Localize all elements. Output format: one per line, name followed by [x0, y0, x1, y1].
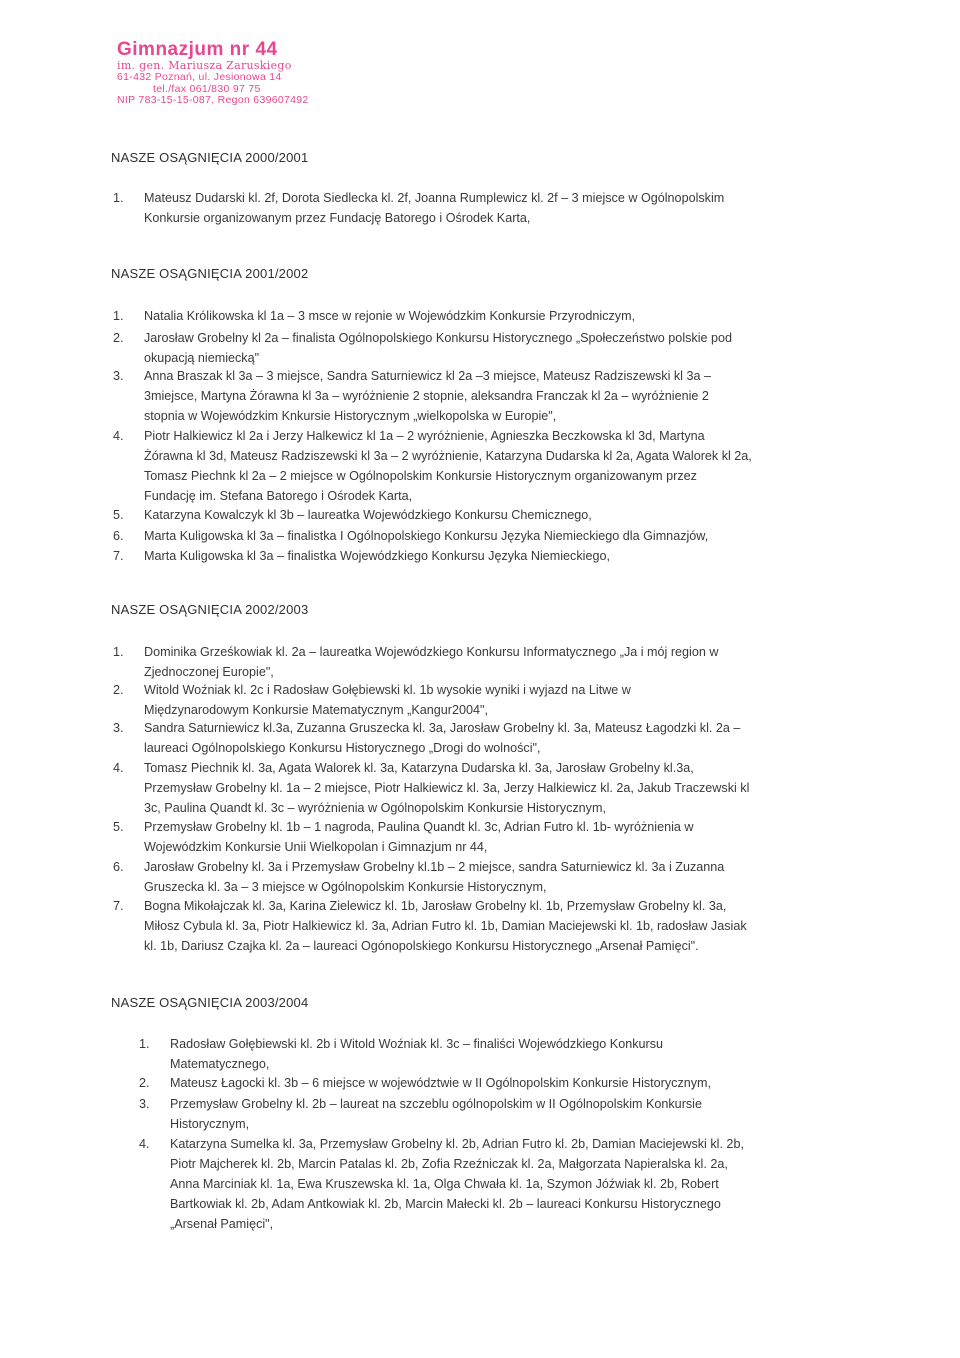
item-line: Zjednoczonej Europie", — [144, 665, 274, 679]
item-line: Historycznym, — [170, 1117, 250, 1131]
item-line: Jarosław Grobelny kl. 3a i Przemysław Grobelny kl.1b – 2 miejsce, sandra Saturniewicz kl. 3a i Zuzanna — [144, 860, 725, 874]
item-line: Sandra Saturniewicz kl.3a, Zuzanna Gruszecka kl. 3a, Jarosław Grobelny kl. 3a, Mateusz Łagodzki kl. 2a – — [144, 721, 741, 735]
item-line: Wojewódzkim Konkursie Unii Wielkopolan i Gimnazjum nr 44, — [144, 840, 488, 854]
item-number: 2. — [139, 1076, 150, 1090]
item-number: 7. — [113, 549, 124, 563]
section-heading-2003-2004: NASZE OSĄGNIĘCIA 2003/2004 — [111, 995, 309, 1010]
school-name: Gimnazjum nr 44 — [117, 39, 278, 60]
item-line: 3miejsce, Martyna Żórawna kl 3a – wyróżnienie 2 stopnie, aleksandra Franczak kl 2a – wyróżnienie 2 — [144, 389, 709, 403]
item-number: 2. — [113, 683, 124, 697]
item-number: 4. — [113, 761, 124, 775]
item-line: Matematycznego, — [170, 1057, 270, 1071]
section-heading-2001-2002: NASZE OSĄGNIĘCIA 2001/2002 — [111, 266, 309, 281]
item-number: 4. — [139, 1137, 150, 1151]
item-line: Bogna Mikołajczak kl. 3a, Karina Zielewicz kl. 1b, Jarosław Grobelny kl. 1b, Przemysław Grobelny kl. 3a, — [144, 899, 727, 913]
item-line: Dominika Grześkowiak kl. 2a – laureatka Wojewódzkiego Konkursu Informatycznego „Ja i mój region w — [144, 645, 719, 659]
item-line: Marta Kuligowska kl 3a – finalistka Wojewódzkiego Konkursu Języka Niemieckiego, — [144, 549, 610, 563]
item-line: Anna Braszak kl 3a – 3 miejsce, Sandra Saturniewicz kl 2a –3 miejsce, Mateusz Radziszewski kl 3a – — [144, 369, 711, 383]
item-line: 3c, Paulina Quandt kl. 3c – wyróżnienia w Ogólnopolskim Konkursie Historycznym, — [144, 801, 606, 815]
item-line: Tomasz Piechnik kl. 3a, Agata Walorek kl. 3a, Katarzyna Dudarska kl. 3a, Jarosław Grobelny kl.3a, — [144, 761, 694, 775]
item-line: Katarzyna Sumelka kl. 3a, Przemysław Grobelny kl. 2b, Adrian Futro kl. 2b, Damian Maciejewski kl. 2b, — [170, 1137, 744, 1151]
item-line: Tomasz Piechnk kl 2a – 2 miejsce w Ogólnopolskim Konkursie Historycznym organizowanym przez — [144, 469, 697, 483]
section-heading-2002-2003: NASZE OSĄGNIĘCIA 2002/2003 — [111, 602, 309, 617]
item-line: Anna Marciniak kl. 1a, Ewa Kruszewska kl. 1a, Olga Chwała kl. 1a, Szymon Jóźwiak kl. 2b, Robert — [170, 1177, 719, 1191]
item-line: Piotr Halkiewicz kl 2a i Jerzy Halkewicz kl 1a – 2 wyróżnienie, Agnieszka Beczkowska kl 3d, Martyna — [144, 429, 705, 443]
item-line: Mateusz Dudarski kl. 2f, Dorota Siedlecka kl. 2f, Joanna Rumplewicz kl. 2f – 3 miejsce w Ogólnopolskim — [144, 191, 725, 205]
item-line: Radosław Gołębiewski kl. 2b i Witold Woźniak kl. 3c – finaliści Wojewódzkiego Konkursu — [170, 1037, 664, 1051]
item-number: 6. — [113, 860, 124, 874]
item-line: Piotr Majcherek kl. 2b, Marcin Patalas kl. 2b, Zofia Rzeźniczak kl. 2a, Małgorzata Napieralska kl. 2a, — [170, 1157, 728, 1171]
item-line: Przemysław Grobelny kl. 1b – 1 nagroda, Paulina Quandt kl. 3c, Adrian Futro kl. 1b- wyróżnienia w — [144, 820, 694, 834]
item-line: Miłosz Cybula kl. 3a, Piotr Halkiewicz kl. 3a, Adrian Futro kl. 1b, Damian Maciejewski kl. 1b, radosław Jasiak — [144, 919, 747, 933]
school-registry: NIP 783-15-15-087, Regon 639607492 — [117, 94, 309, 106]
item-line: Natalia Królikowska kl 1a – 3 msce w rejonie w Wojewódzkim Konkursie Przyrodniczym, — [144, 309, 636, 323]
item-line: kl. 1b, Dariusz Czajka kl. 2a – laureaci Ogónopolskiego Konkursu Historycznego „Arsenał Pamięci". — [144, 939, 699, 953]
item-line: Jarosław Grobelny kl 2a – finalista Ogólnopolskiego Konkursu Historycznego „Społeczeństwo polskie pod — [144, 331, 733, 345]
item-number: 1. — [113, 191, 124, 205]
item-number: 7. — [113, 899, 124, 913]
item-number: 5. — [113, 820, 124, 834]
item-line: Żórawna kl 3d, Mateusz Radziszewski kl 3a – 2 wyróżnienie, Katarzyna Dudarska kl 2a, Agata Walorek kl 2a, — [144, 449, 752, 463]
item-number: 4. — [113, 429, 124, 443]
item-line: Marta Kuligowska kl 3a – finalistka I Ogólnopolskiego Konkursu Języka Niemieckiego dla Gimnazjów, — [144, 529, 709, 543]
item-number: 3. — [139, 1097, 150, 1111]
item-line: „Arsenał Pamięci", — [170, 1217, 274, 1231]
section-heading-2000-2001: NASZE OSĄGNIĘCIA 2000/2001 — [111, 150, 309, 165]
item-line: stopnia w Wojewódzkim Knkursie Historycznym „wielkopolska w Europie", — [144, 409, 557, 423]
item-number: 1. — [139, 1037, 150, 1051]
item-line: Bartkowiak kl. 2b, Adam Antkowiak kl. 2b, Marcin Małecki kl. 2b – laureaci Konkursu Historycznego — [170, 1197, 721, 1211]
item-line: Mateusz Łagocki kl. 3b – 6 miejsce w województwie w II Ogólnopolskim Konkursie Historycznym, — [170, 1076, 712, 1090]
item-number: 3. — [113, 369, 124, 383]
letterhead — [117, 40, 309, 106]
item-line: Międzynarodowym Konkursie Matematycznym „Kangur2004", — [144, 703, 488, 717]
item-line: Gruszecka kl. 3a – 3 miejsce w Ogólnopolskim Konkursie Historycznym, — [144, 880, 547, 894]
item-line: Przemysław Grobelny kl. 2b – laureat na szczeblu ogólnopolskim w II Ogólnopolskim Konkursie — [170, 1097, 702, 1111]
item-number: 3. — [113, 721, 124, 735]
item-number: 1. — [113, 309, 124, 323]
item-line: Katarzyna Kowalczyk kl 3b – laureatka Wojewódzkiego Konkursu Chemicznego, — [144, 508, 592, 522]
item-line: laureaci Ogólnopolskiego Konkursu Historycznego „Drogi do wolności", — [144, 741, 541, 755]
school-patron: im. gen. Mariusza Zaruskiego — [117, 59, 292, 72]
item-number: 1. — [113, 645, 124, 659]
item-line: Witold Woźniak kl. 2c i Radosław Gołębiewski kl. 1b wysokie wyniki i wyjazd na Litwe w — [144, 683, 631, 697]
item-number: 5. — [113, 508, 124, 522]
item-line: Przemysław Grobelny kl. 1a – 2 miejsce, Piotr Halkiewicz kl. 3a, Jerzy Halkiewicz kl. 2a, Jakub Traczewski kl — [144, 781, 750, 795]
school-address: 61-432 Poznań, ul. Jesionowa 14 — [117, 71, 282, 83]
item-line: okupacją niemiecką" — [144, 351, 260, 365]
item-number: 6. — [113, 529, 124, 543]
item-line: Fundację im. Stefana Batorego i Ośrodek Karta, — [144, 489, 413, 503]
item-line: Konkursie organizowanym przez Fundację Batorego i Ośrodek Karta, — [144, 211, 531, 225]
school-phone: tel./fax 061/830 97 75 — [153, 82, 261, 95]
item-number: 2. — [113, 331, 124, 345]
